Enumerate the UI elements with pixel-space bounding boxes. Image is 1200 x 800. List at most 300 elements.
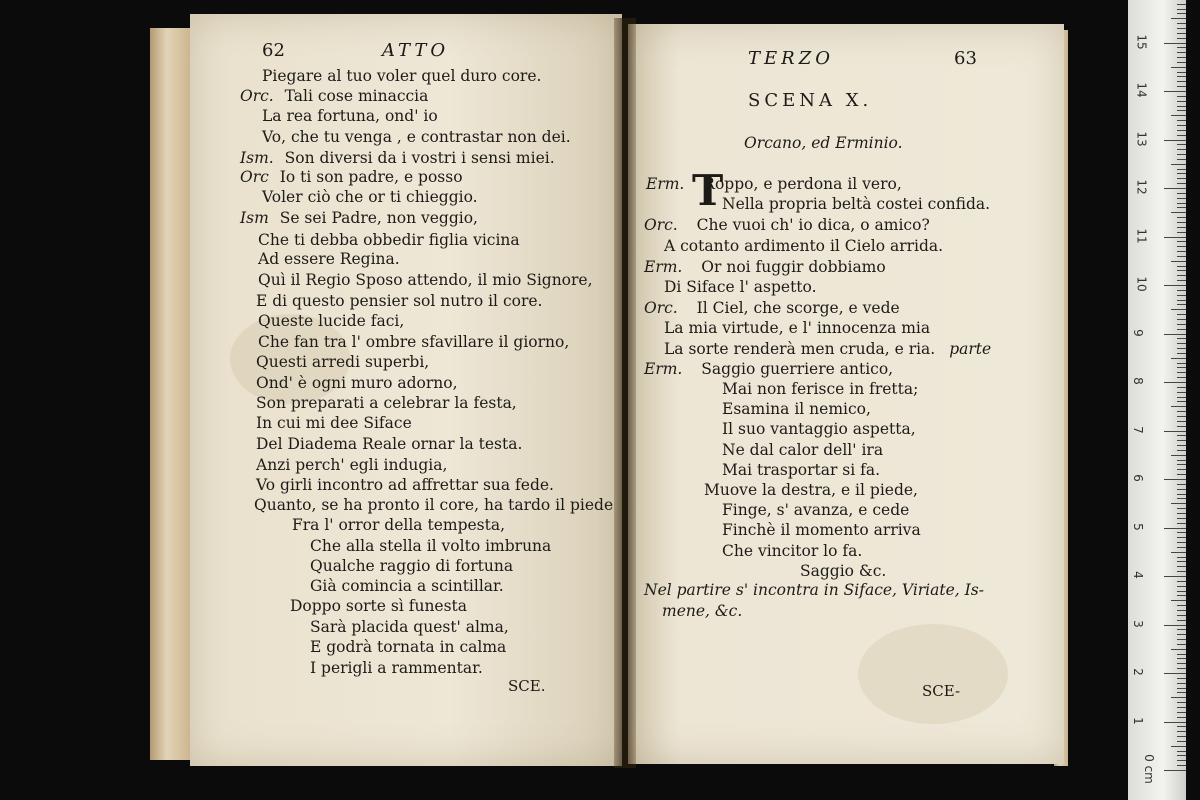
line-text: Quanto, se ha pronto il core, ha tardo il piede [254, 496, 614, 514]
text-line [664, 339, 991, 359]
ruler-tick [1177, 615, 1186, 616]
ruler-tick [1177, 329, 1186, 330]
ruler-tick [1177, 377, 1186, 378]
ruler-tick [1177, 639, 1186, 640]
ruler-tick [1177, 173, 1186, 174]
ruler-tick [1177, 183, 1186, 184]
ruler-tick [1164, 673, 1186, 674]
drop-cap: T [692, 166, 724, 215]
ruler-tick [1171, 212, 1186, 213]
ruler-tick [1177, 532, 1186, 533]
text-line [256, 434, 522, 454]
line-text: Muove la destra, e il piede, [704, 481, 918, 499]
text-line [240, 86, 428, 106]
ruler-tick [1177, 110, 1186, 111]
line-text: Io ti son padre, e posso [274, 168, 463, 186]
ruler-tick [1177, 518, 1186, 519]
line-text: Qualche raggio di fortuna [310, 557, 514, 575]
line-text: Voler ciò che or ti chieggio. [262, 188, 478, 206]
ruler-tick [1164, 431, 1186, 432]
ruler-tick [1177, 222, 1186, 223]
ruler-tick [1177, 712, 1186, 713]
ruler-tick [1177, 57, 1186, 58]
ruler-tick [1177, 135, 1186, 136]
ruler-tick [1177, 586, 1186, 587]
text-line [240, 208, 478, 228]
ruler-tick [1177, 494, 1186, 495]
text-line [262, 127, 571, 147]
ruler-tick [1177, 508, 1186, 509]
ruler-tick [1164, 722, 1186, 723]
ruler-tick [1177, 620, 1186, 621]
ruler-tick [1177, 13, 1186, 14]
text-line [256, 373, 458, 393]
ruler-tick [1177, 610, 1186, 611]
ruler-tick [1177, 595, 1186, 596]
ruler-tick [1177, 149, 1186, 150]
catchword-right: SCE- [922, 682, 961, 700]
ruler-tick [1171, 261, 1186, 262]
text-line [644, 257, 886, 277]
ruler-tick [1177, 280, 1186, 281]
text-line [644, 298, 900, 318]
ruler-tick [1177, 251, 1186, 252]
ruler-tick [1177, 726, 1186, 727]
ruler-tick [1177, 460, 1186, 461]
page-number-right: 63 [954, 48, 977, 69]
ruler-tick [1177, 343, 1186, 344]
ruler-label: 5 [1130, 522, 1145, 531]
ruler-tick [1171, 115, 1186, 116]
ruler-tick [1177, 319, 1186, 320]
ruler-tick [1177, 72, 1186, 73]
text-line [310, 556, 513, 576]
text-line [310, 536, 551, 556]
line-text: La rea fortuna, ond' io [262, 107, 438, 125]
text-line [310, 658, 483, 678]
text-line [262, 187, 478, 207]
text-line [722, 194, 990, 214]
ruler-tick [1171, 697, 1186, 698]
text-line [258, 230, 520, 250]
ruler-tick [1177, 314, 1186, 315]
ruler-tick [1164, 528, 1186, 529]
line-text: Finchè il momento arriva [722, 521, 921, 539]
ruler-tick [1164, 188, 1186, 189]
ruler-tick [1177, 688, 1186, 689]
ruler-tick [1177, 270, 1186, 271]
ruler-tick [1177, 81, 1186, 82]
ruler-tick [1171, 67, 1186, 68]
ruler-tick [1177, 537, 1186, 538]
text-line [704, 480, 918, 500]
ruler-tick [1177, 707, 1186, 708]
line-text: Saggio guerriere antico, [696, 360, 894, 378]
ruler-tick [1177, 401, 1186, 402]
ruler-tick [1177, 96, 1186, 97]
ruler-tick [1177, 363, 1186, 364]
ruler-tick [1177, 440, 1186, 441]
catchword-left: SCE. [508, 677, 546, 695]
ruler-label: 14 [1134, 82, 1149, 98]
ruler-tick [1177, 4, 1186, 5]
ruler-tick [1177, 547, 1186, 548]
ruler-label: 10 [1134, 276, 1149, 292]
ruler-label: 15 [1134, 33, 1149, 50]
line-text: Che ti debba obbedir figlia vicina [258, 231, 520, 249]
text-line [292, 515, 505, 535]
line-text: E godrà tornata in calma [310, 638, 507, 656]
ruler-tick [1177, 591, 1186, 592]
ruler-label: 4 [1130, 571, 1145, 579]
ruler-tick [1177, 290, 1186, 291]
text-line [258, 249, 400, 269]
ruler-tick [1177, 571, 1186, 572]
ruler-tick [1177, 421, 1186, 422]
line-text: Ond' è ogni muro adorno, [256, 374, 458, 392]
ruler-label: 1 [1130, 716, 1145, 725]
ruler-tick [1177, 120, 1186, 121]
text-line [722, 460, 880, 480]
ruler-tick [1177, 304, 1186, 305]
ruler-tick [1177, 9, 1186, 10]
line-text: Il suo vantaggio aspetta, [722, 420, 916, 438]
ruler-tick [1164, 625, 1186, 626]
line-text: Del Diadema Reale ornar la testa. [256, 435, 523, 453]
ruler-tick [1177, 338, 1186, 339]
ruler-tick [1177, 372, 1186, 373]
line-text: Esamina il nemico, [722, 400, 871, 418]
line-text: La mia virtude, e l' innocenza mia [664, 319, 931, 337]
text-line [722, 500, 909, 520]
ruler-tick [1177, 353, 1186, 354]
line-text: Ne dal calor dell' ira [722, 441, 884, 459]
ruler-tick [1177, 207, 1186, 208]
ruler-tick [1177, 513, 1186, 514]
ruler-tick [1177, 367, 1186, 368]
line-text: Se sei Padre, non veggio, [274, 209, 478, 227]
ruler-tick [1177, 266, 1186, 267]
ruler-tick [1177, 33, 1186, 34]
speaker-label: Orc [240, 168, 269, 186]
ruler-tick [1177, 47, 1186, 48]
line-text: I perigli a rammentar. [310, 659, 483, 677]
ruler-tick [1177, 523, 1186, 524]
line-text: In cui mi dee Siface [256, 414, 412, 432]
line-text: Fra l' orror della tempesta, [292, 516, 506, 534]
ruler-tick [1177, 217, 1186, 218]
text-line [644, 359, 893, 379]
line-text: La sorte renderà men cruda, e ria. [664, 340, 936, 358]
ruler-tick [1177, 275, 1186, 276]
ruler-label: 12 [1134, 179, 1149, 195]
line-text: Il Ciel, che scorge, e vede [691, 299, 900, 317]
ruler-tick [1177, 324, 1186, 325]
ruler-tick [1177, 629, 1186, 630]
ruler-tick [1171, 18, 1186, 19]
ruler-tick [1177, 416, 1186, 417]
ruler-tick [1177, 581, 1186, 582]
ruler-tick [1177, 38, 1186, 39]
line-text: A cotanto ardimento il Cielo arrida. [664, 237, 944, 255]
ruler-tick [1171, 649, 1186, 650]
ruler-tick [1177, 474, 1186, 475]
line-text: Questi arredi superbi, [256, 353, 430, 371]
ruler-tick [1177, 426, 1186, 427]
scene-title: SCENA X. [748, 90, 873, 111]
speaker-label: Ism. [240, 149, 274, 167]
ruler-tick [1177, 542, 1186, 543]
ruler-tick [1177, 702, 1186, 703]
ruler-tick [1177, 634, 1186, 635]
ruler-tick [1177, 101, 1186, 102]
ruler-tick [1177, 125, 1186, 126]
ruler-tick [1177, 241, 1186, 242]
stage-direction-line-2: mene, &c. [662, 602, 743, 620]
text-line [800, 561, 886, 581]
text-line [722, 520, 921, 540]
ruler-tick [1171, 600, 1186, 601]
ruler-label: 6 [1130, 474, 1145, 482]
ruler-tick [1164, 770, 1186, 771]
text-line [664, 277, 817, 297]
ruler-label: 3 [1130, 619, 1145, 628]
ruler-tick [1177, 348, 1186, 349]
ruler-tick [1177, 295, 1186, 296]
speaker-label: Orc. [644, 299, 678, 317]
ruler-label: 11 [1134, 227, 1149, 244]
line-text: Vo girli incontro ad affrettar sua fede. [256, 476, 554, 494]
text-line [256, 393, 517, 413]
ruler-tick [1177, 62, 1186, 63]
ruler-tick [1177, 663, 1186, 664]
text-line [256, 413, 412, 433]
text-line [258, 270, 593, 290]
ruler-tick [1171, 164, 1186, 165]
ruler-tick [1177, 678, 1186, 679]
text-line [256, 475, 554, 495]
line-text: Che vincitor lo fa. [722, 542, 863, 560]
text-line [256, 455, 447, 475]
line-text: Finge, s' avanza, e cede [722, 501, 910, 519]
running-head-left: ATTO [382, 40, 450, 61]
text-line [256, 291, 542, 311]
ruler-tick [1177, 755, 1186, 756]
line-text: Nella propria beltà costei confida. [722, 195, 991, 213]
ruler-tick [1177, 144, 1186, 145]
ruler-tick [1177, 489, 1186, 490]
ruler-tick [1177, 169, 1186, 170]
ruler-tick [1177, 450, 1186, 451]
ruler-tick [1177, 392, 1186, 393]
book-gutter [614, 18, 636, 768]
speaker-label: Erm. [644, 360, 683, 378]
ruler-label: 2 [1130, 668, 1145, 676]
ruler-label: 8 [1130, 377, 1145, 385]
ruler-tick [1177, 411, 1186, 412]
text-line [240, 148, 555, 168]
ruler-tick [1177, 86, 1186, 87]
ruler-tick [1177, 760, 1186, 761]
text-line [240, 167, 463, 187]
line-text: Che fan tra l' ombre sfavillare il giorno, [258, 333, 570, 351]
ruler-tick [1177, 300, 1186, 301]
ruler-tick [1177, 178, 1186, 179]
ruler-tick [1177, 741, 1186, 742]
ruler-tick [1177, 28, 1186, 29]
text-line [644, 215, 930, 235]
ruler-tick [1164, 479, 1186, 480]
text-line [722, 379, 918, 399]
ruler-tick [1177, 198, 1186, 199]
ruler-tick [1164, 285, 1186, 286]
line-text: Doppo sorte sì funesta [290, 597, 468, 615]
line-text: Quì il Regio Sposo attendo, il mio Signore, [258, 271, 593, 289]
ruler-tick [1177, 692, 1186, 693]
ruler-tick [1177, 397, 1186, 398]
line-text: Or noi fuggir dobbiamo [696, 258, 886, 276]
ruler-tick [1164, 43, 1186, 44]
text-line [310, 617, 509, 637]
page-number-left: 62 [262, 40, 285, 61]
ruler-tick [1177, 654, 1186, 655]
ruler-tick [1177, 159, 1186, 160]
line-text: Son preparati a celebrar la festa, [256, 394, 517, 412]
ruler-tick [1177, 658, 1186, 659]
ruler-tick [1171, 746, 1186, 747]
ruler-tick [1177, 683, 1186, 684]
text-line [310, 576, 504, 596]
text-line [646, 174, 902, 194]
line-text: Roppo, e perdona il vero, [698, 175, 902, 193]
ruler-tick [1177, 668, 1186, 669]
scene-characters: Orcano, ed Erminio. [744, 134, 903, 152]
ruler-label: 13 [1134, 130, 1149, 147]
text-line [256, 352, 429, 372]
ruler-tick [1177, 566, 1186, 567]
text-line [722, 541, 862, 561]
line-text: Che vuoi ch' io dica, o amico? [691, 216, 930, 234]
text-line [664, 236, 943, 256]
stage-direction-line-1: Nel partire s' incontra in Siface, Viriate, Is- [644, 581, 984, 599]
line-text: E di questo pensier sol nutro il core. [256, 292, 543, 310]
ruler-tick [1177, 605, 1186, 606]
ruler-label: 0 cm [1141, 754, 1156, 784]
ruler-tick [1171, 358, 1186, 359]
ruler-tick [1171, 552, 1186, 553]
ruler-tick [1164, 334, 1186, 335]
ruler-tick [1177, 387, 1186, 388]
running-head-right: TERZO [748, 48, 834, 69]
ruler-tick [1164, 140, 1186, 141]
ruler-tick [1177, 731, 1186, 732]
book-edge-left [150, 28, 192, 760]
speaker-label: Orc. [644, 216, 678, 234]
text-line [722, 399, 871, 419]
line-text: Che alla stella il volto imbruna [310, 537, 552, 555]
ruler-tick [1177, 484, 1186, 485]
ruler-tick [1177, 765, 1186, 766]
ruler-tick [1164, 576, 1186, 577]
ruler-tick [1177, 130, 1186, 131]
text-line [258, 332, 569, 352]
ruler-tick [1177, 246, 1186, 247]
text-line [722, 419, 916, 439]
line-text: Piegare al tuo voler quel duro core. [262, 67, 542, 85]
ruler-tick [1177, 232, 1186, 233]
line-text: Saggio &c. [800, 562, 887, 580]
line-text: Queste lucide faci, [258, 312, 405, 330]
ruler-tick [1177, 736, 1186, 737]
measuring-ruler [1128, 0, 1186, 800]
ruler-tick [1171, 406, 1186, 407]
line-text: Mai non ferisce in fretta; [722, 380, 919, 398]
ruler-tick [1177, 469, 1186, 470]
line-text: Mai trasportar si fa. [722, 461, 881, 479]
ruler-tick [1177, 106, 1186, 107]
line-text: Vo, che tu venga , e contrastar non dei. [262, 128, 571, 146]
text-line [722, 440, 883, 460]
line-text: Son diversi da i vostri i sensi miei. [279, 149, 555, 167]
text-line [258, 311, 404, 331]
ruler-tick [1177, 154, 1186, 155]
ruler-tick [1164, 382, 1186, 383]
text-line [254, 495, 613, 515]
line-text: Tali cose minaccia [279, 87, 429, 105]
ruler-tick [1177, 203, 1186, 204]
speaker-label: Erm. [644, 258, 683, 276]
text-line [310, 637, 506, 657]
ruler-tick [1177, 435, 1186, 436]
speaker-label: Erm. [646, 175, 685, 193]
ruler-tick [1177, 256, 1186, 257]
text-line [664, 318, 930, 338]
line-text: Già comincia a scintillar. [310, 577, 504, 595]
ruler-tick [1177, 76, 1186, 77]
ruler-tick [1177, 557, 1186, 558]
ruler-tick [1177, 751, 1186, 752]
ruler-tick [1177, 464, 1186, 465]
page-stain [858, 624, 1008, 724]
line-text: Sarà placida quest' alma, [310, 618, 509, 636]
ruler-tick [1177, 561, 1186, 562]
line-text: Ad essere Regina. [258, 250, 400, 268]
ruler-tick [1177, 644, 1186, 645]
line-text: Di Siface l' aspetto. [664, 278, 817, 296]
ruler-tick [1177, 52, 1186, 53]
ruler-tick [1177, 717, 1186, 718]
text-line [262, 66, 541, 86]
text-line [290, 596, 467, 616]
ruler-tick [1177, 498, 1186, 499]
ruler-tick [1177, 23, 1186, 24]
ruler-tick [1164, 237, 1186, 238]
text-line [262, 106, 438, 126]
ruler-tick [1177, 445, 1186, 446]
ruler-tick [1177, 193, 1186, 194]
ruler-tick [1164, 91, 1186, 92]
speaker-label: Ism [240, 209, 269, 227]
ruler-tick [1171, 503, 1186, 504]
ruler-label: 9 [1130, 328, 1145, 337]
ruler-tick [1171, 455, 1186, 456]
line-text: Anzi perch' egli indugia, [256, 456, 448, 474]
speaker-label: Orc. [240, 87, 274, 105]
stage-note: parte [949, 340, 992, 358]
ruler-tick [1177, 227, 1186, 228]
ruler-label: 7 [1130, 425, 1145, 434]
ruler-tick [1171, 309, 1186, 310]
